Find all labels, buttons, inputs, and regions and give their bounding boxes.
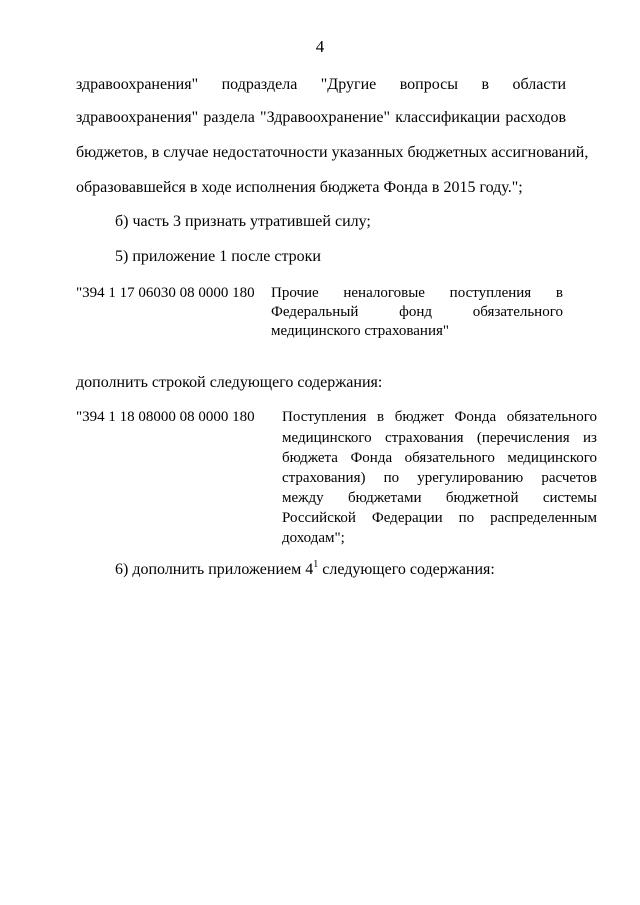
item-6 <box>115 560 495 580</box>
item-5: 5) приложение 1 после строки <box>115 248 321 265</box>
row2-desc-line: бюджета Фонда обязательного медицинского <box>282 450 597 466</box>
page-number: 4 <box>315 37 325 56</box>
row2-desc-line: доходам"; <box>282 530 345 546</box>
paragraph-line: здравоохранения" раздела "Здравоохранение" классификации расходов <box>76 109 566 126</box>
row1-code: "394 1 17 06030 08 0000 180 <box>76 285 255 301</box>
item-6-text-after: следующего содержания: <box>318 561 495 578</box>
item-6-text: 6) дополнить приложением 4 <box>115 561 314 578</box>
row2-code: "394 1 18 08000 08 0000 180 <box>76 409 255 425</box>
paragraph-line: образовавшейся в ходе исполнения бюджета Фонда в 2015 году."; <box>76 179 523 196</box>
row1-desc-line: Федеральный фонд обязательного <box>271 304 563 320</box>
paragraph-line: здравоохранения" подраздела "Другие вопросы в области <box>76 76 566 93</box>
item-6-superscript: 1 <box>313 558 319 570</box>
row1-desc-line: Прочие неналоговые поступления в <box>271 285 563 301</box>
row2-desc-line: медицинского страхования (перечисления из <box>282 430 597 446</box>
supplement-text: дополнить строкой следующего содержания: <box>76 374 383 391</box>
row2-desc-line: Поступления в бюджет Фонда обязательного <box>282 409 597 425</box>
item-b: б) часть 3 признать утратившей силу; <box>115 213 371 230</box>
row1-desc-line: медицинского страхования" <box>271 323 450 339</box>
row2-desc-line: между бюджетами бюджетной системы <box>282 490 597 506</box>
row2-desc-line: страхования) по урегулированию расчетов <box>282 470 597 486</box>
row2-desc-line: Российской Федерации по распределенным <box>282 510 597 526</box>
paragraph-line: бюджетов, в случае недостаточности указанных бюджетных ассигнований, <box>76 144 589 161</box>
